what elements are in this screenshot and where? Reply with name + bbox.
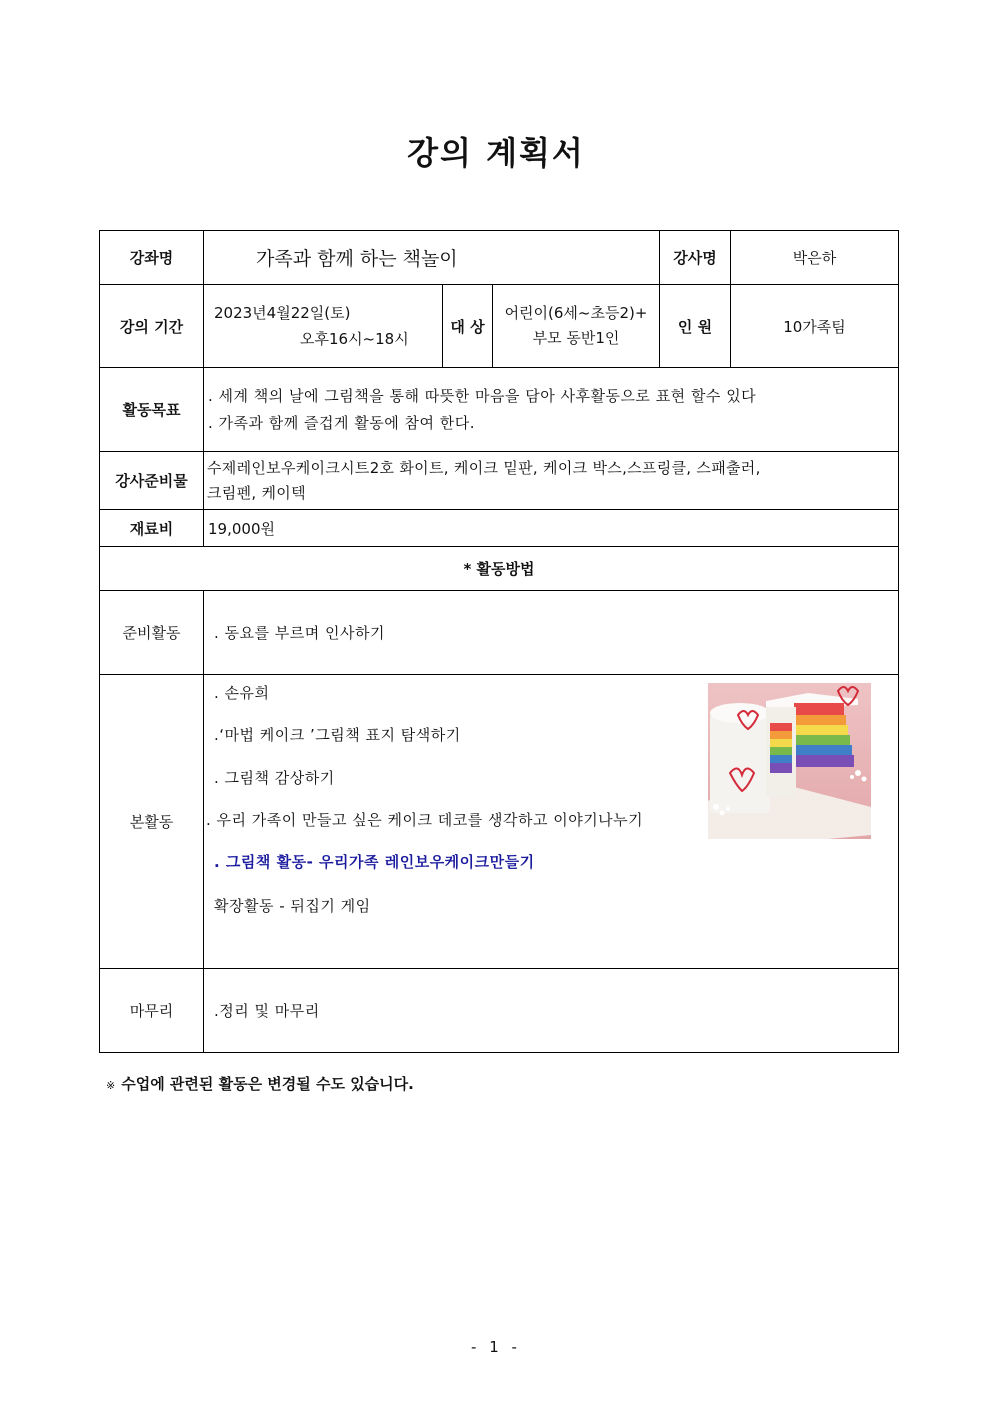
closing-value: .정리 및 마무리 — [204, 969, 899, 1053]
count-value: 10가족팀 — [731, 285, 899, 368]
row-closing — [100, 969, 899, 1053]
list-item: 확장활동 - 뒤집기 게임 — [214, 897, 371, 915]
lecture-plan-table — [99, 230, 899, 1053]
fee-value: 19,000원 — [204, 510, 899, 547]
target-children: 어린이(6세~초등2)+ — [504, 304, 648, 322]
row-fee — [100, 510, 899, 547]
goal-value — [204, 368, 899, 452]
period-value — [204, 285, 443, 368]
course-label: 강좌명 — [100, 231, 204, 285]
supplies-value — [204, 452, 899, 510]
rainbow-cake-photo — [708, 683, 871, 839]
main-label: 본활동 — [100, 675, 204, 969]
instructor-label: 강사명 — [660, 231, 731, 285]
list-item-highlight: . 그림책 활동- 우리가족 레인보우케이크만들기 — [214, 853, 535, 871]
row-main — [100, 675, 899, 969]
count-label: 인 원 — [660, 285, 731, 368]
fee-label: 재료비 — [100, 510, 204, 547]
change-notice — [106, 1073, 414, 1094]
target-value — [493, 285, 660, 368]
main-value — [204, 675, 899, 969]
supplies-label: 강사준비물 — [100, 452, 204, 510]
notice-text: 수업에 관련된 활동은 변경될 수도 있습니다. — [121, 1075, 414, 1093]
period-label: 강의 기간 — [100, 285, 204, 368]
period-time: 오후16시~18시 — [300, 330, 409, 348]
target-label: 대 상 — [443, 285, 493, 368]
course-name: 가족과 함께 하는 책놀이 — [204, 231, 660, 285]
page-title: 강의 계획서 — [407, 134, 585, 172]
method-header: * 활동방법 — [100, 547, 899, 591]
list-item: . 손유희 — [214, 684, 270, 702]
supplies-line-1: 수제레인보우케이크시트2호 화이트, 케이크 밑판, 케이크 박스,스프링클, 스패출러, — [207, 458, 761, 477]
row-method-header — [100, 547, 899, 591]
row-goal — [100, 368, 899, 452]
reference-mark-icon: ※ — [106, 1079, 116, 1092]
list-item: .‘마법 케이크 ’그림책 표지 탐색하기 — [214, 726, 461, 744]
target-parent: 부모 동반1인 — [532, 329, 620, 347]
page-number: - 1 - — [471, 1338, 521, 1356]
goal-line-2: . 가족과 함께 즐겁게 활동에 참여 한다. — [208, 413, 475, 432]
prep-label: 준비활동 — [100, 591, 204, 675]
list-item: . 우리 가족이 만들고 싶은 케이크 데코를 생각하고 이야기나누기 — [206, 811, 644, 829]
closing-label: 마무리 — [100, 969, 204, 1053]
goal-label: 활동목표 — [100, 368, 204, 452]
row-period — [100, 285, 899, 368]
period-date: 2023년4월22일(토) — [214, 304, 351, 322]
goal-line-1: . 세계 책의 날에 그림책을 통해 따뜻한 마음을 담아 사후활동으로 표현 할수 있다 — [208, 386, 757, 405]
prep-value: . 동요를 부르며 인사하기 — [204, 591, 899, 675]
instructor-name: 박은하 — [731, 231, 899, 285]
list-item: . 그림책 감상하기 — [214, 769, 335, 787]
row-prep — [100, 591, 899, 675]
supplies-line-2: 크림펜, 케이텍 — [207, 483, 306, 502]
row-course — [100, 231, 899, 285]
row-supplies — [100, 452, 899, 510]
